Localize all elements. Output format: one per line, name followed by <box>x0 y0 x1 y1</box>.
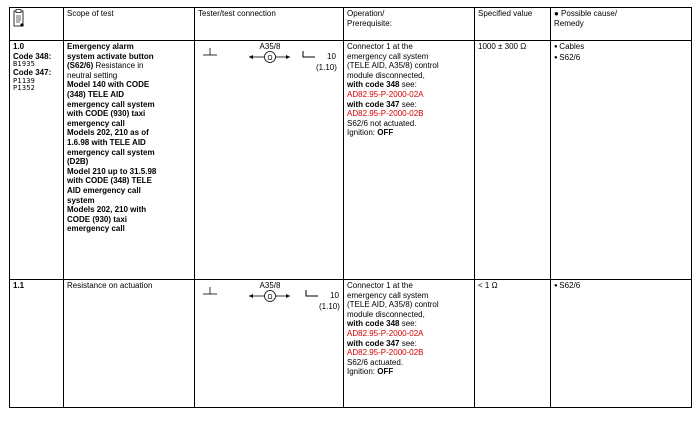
scope-line: neutral setting <box>67 70 118 80</box>
scope-line: emergency call <box>67 224 125 234</box>
code-348-label: Code 348: <box>13 51 52 61</box>
document-reference-link[interactable]: AD82.95-P-2000-02B <box>347 348 424 358</box>
arrow-right <box>286 294 290 298</box>
header-row <box>10 8 692 41</box>
scope-line: system activate button <box>67 51 154 61</box>
header-cause-line2: Remedy <box>554 18 584 28</box>
operation-line-tail: see: <box>399 319 417 329</box>
operation-cell <box>344 280 475 408</box>
operation-line-tail: see: <box>399 80 417 90</box>
scope-line: Emergency alarm <box>67 42 134 51</box>
pin-reference: (1.10) <box>319 302 340 311</box>
diagram-label-a35: A35/8 <box>259 42 281 51</box>
header-operation <box>344 8 475 41</box>
header-cause-line1: ● Possible cause/ <box>554 9 618 18</box>
header-operation-line1: Operation/ <box>347 9 385 18</box>
scope-line: Model 210 up to 31.5.98 <box>67 166 157 176</box>
header-tester: Tester/test connection <box>195 8 344 41</box>
cause-list <box>554 281 688 292</box>
scope-line: with CODE (348) TELE <box>67 176 152 186</box>
operation-line: Connector 1 at the <box>347 42 413 51</box>
operation-line: Connector 1 at the <box>347 281 413 290</box>
operation-line: with code 348 see: <box>347 80 417 90</box>
arrow-left <box>249 294 253 298</box>
scope-line: system <box>67 195 95 205</box>
cause-item: ● Cables <box>554 42 688 53</box>
test-row-1-1 <box>10 280 692 408</box>
code-347-stamp-2: P1352 <box>13 83 36 92</box>
code-347-stamp-1: P1139 <box>13 76 36 85</box>
connection-diagram-svg <box>198 42 340 82</box>
operation-line: (TELE AID, A35/8) control <box>347 61 439 71</box>
connection-diagram-svg <box>198 281 340 321</box>
scope-line-tail: Resistance in <box>93 61 144 71</box>
ignition-state: OFF <box>375 128 394 138</box>
operation-line: Ignition: OFF <box>347 367 394 377</box>
cause-cell <box>551 280 692 408</box>
connector-pin-symbol <box>306 290 318 296</box>
scope-line: (S62/6) Resistance in <box>67 61 144 71</box>
step-cell <box>10 41 64 280</box>
diagram-label-a35: A35/8 <box>259 281 281 290</box>
test-row-1-0 <box>10 41 692 280</box>
pin-number: 10 <box>327 52 336 61</box>
specified-cell: < 1 Ω <box>475 280 551 408</box>
scope-line: AID emergency call <box>67 185 141 195</box>
header-specified: Specified value <box>475 8 551 41</box>
scope-line: Models 202, 210 with <box>67 205 147 215</box>
ohm-symbol: Ω <box>267 55 273 62</box>
operation-line: S62/6 actuated. <box>347 357 404 367</box>
scope-text <box>67 42 191 234</box>
step-cell <box>10 280 64 408</box>
test-connection-diagram <box>198 42 340 82</box>
ignition-state: OFF <box>375 367 394 377</box>
operation-line: module disconnected, <box>347 70 425 80</box>
operation-line: with code 348 see: <box>347 319 417 329</box>
document-reference-link[interactable]: AD82.95-P-2000-02A <box>347 328 424 338</box>
operation-text <box>347 281 471 377</box>
pin-number: 10 <box>330 291 339 300</box>
operation-line-tail: see: <box>399 338 417 348</box>
tester-cell <box>195 41 344 280</box>
code-348-stamp: B1935 <box>13 60 36 69</box>
scope-line: (348) TELE AID <box>67 89 125 99</box>
tester-cell <box>195 280 344 408</box>
arrow-right <box>286 55 290 59</box>
operation-line-tail: see: <box>399 99 417 109</box>
operation-text <box>347 42 471 138</box>
scope-line: emergency call system <box>67 147 155 157</box>
document-reference-link[interactable]: AD82.95-P-2000-02B <box>347 109 424 119</box>
cause-item: ● S62/6 <box>554 53 688 64</box>
scope-line: 1.6.98 with TELE AID <box>67 137 146 147</box>
header-cause <box>551 8 692 41</box>
test-connection-diagram <box>198 281 340 321</box>
operation-line: Ignition: OFF <box>347 128 394 138</box>
scope-cell <box>64 41 195 280</box>
operation-line: emergency call system <box>347 51 429 61</box>
cause-list <box>554 42 688 63</box>
header-icon-cell <box>10 8 64 41</box>
operation-line: module disconnected, <box>347 309 425 319</box>
arrow-left <box>249 55 253 59</box>
operation-line: emergency call system <box>347 290 429 300</box>
operation-line: (TELE AID, A35/8) control <box>347 300 439 310</box>
step-number: 1.1 <box>13 281 25 290</box>
specified-cell: 1000 ± 300 Ω <box>475 41 551 280</box>
scope-line: (D2B) <box>67 157 89 167</box>
operation-cell <box>344 41 475 280</box>
operation-line: with code 347 see: <box>347 99 417 109</box>
document-reference-link[interactable]: AD82.95-P-2000-02A <box>347 89 424 99</box>
test-table <box>9 7 692 408</box>
cause-item: ● S62/6 <box>554 281 688 292</box>
info-document-icon <box>13 9 25 29</box>
scope-line: Model 140 with CODE <box>67 80 150 90</box>
scope-cell: Resistance on actuation <box>64 280 195 408</box>
operation-line: with code 347 see: <box>347 338 417 348</box>
step-number: 1.0 <box>13 42 25 51</box>
header-operation-line2: Prerequisite: <box>347 18 392 28</box>
scope-line: emergency call system <box>67 99 155 109</box>
code-347-label: Code 347: <box>13 68 52 78</box>
connector-pin-symbol <box>303 51 315 57</box>
operation-line: S62/6 not actuated. <box>347 118 417 128</box>
scope-line: CODE (930) taxi <box>67 214 128 224</box>
pin-reference: (1.10) <box>316 63 337 72</box>
scope-line: Models 202, 210 as of <box>67 128 149 138</box>
cause-cell <box>551 41 692 280</box>
scope-line: emergency call <box>67 118 125 128</box>
header-scope: Scope of test <box>64 8 195 41</box>
ohm-symbol: Ω <box>267 294 273 301</box>
scope-line: with CODE (930) taxi <box>67 109 146 119</box>
